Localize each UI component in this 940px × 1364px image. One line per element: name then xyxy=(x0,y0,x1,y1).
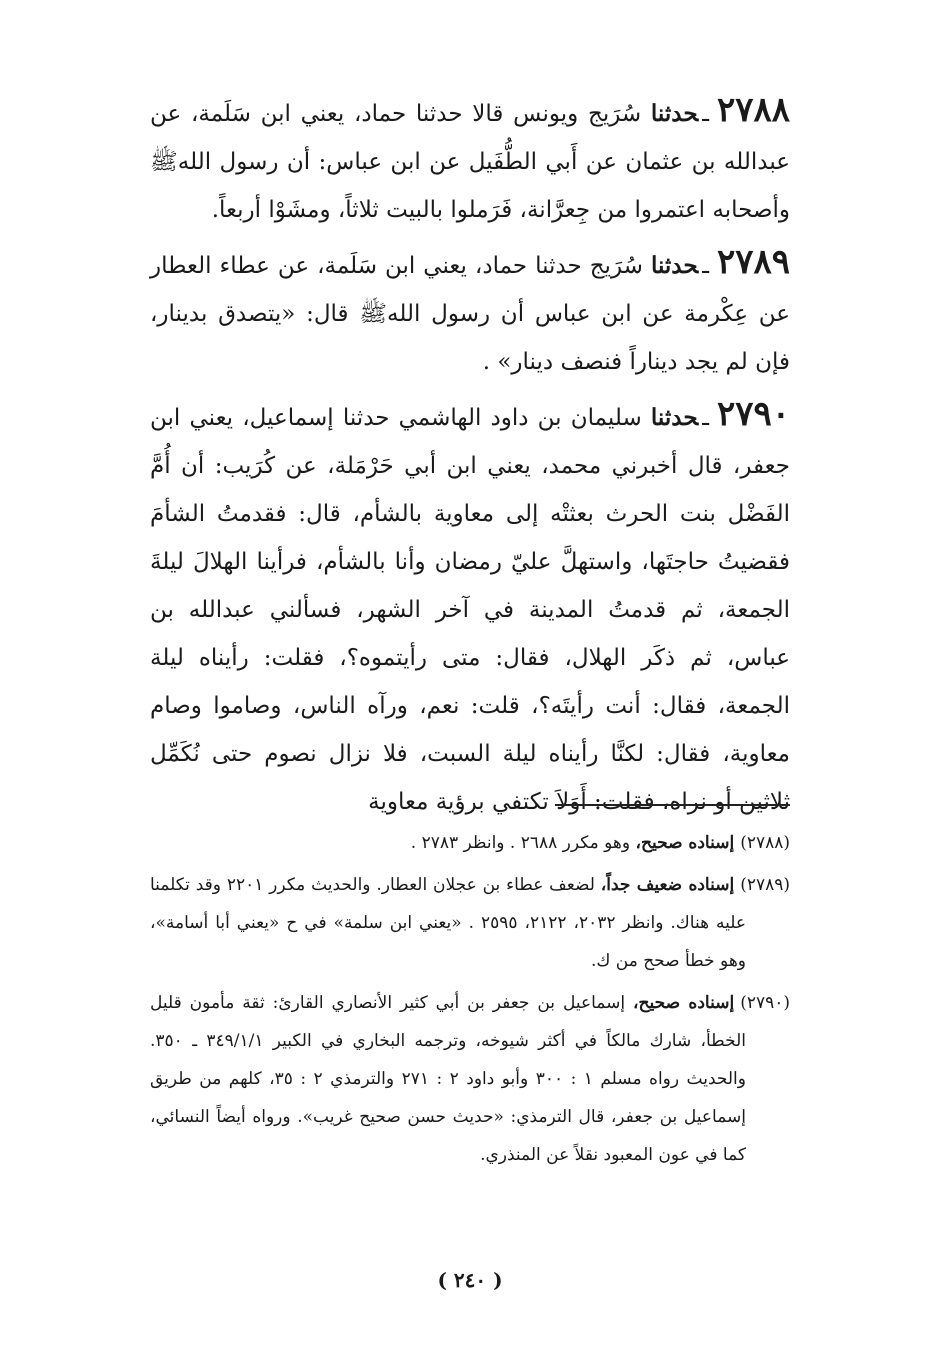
hadith-keyword: حدثنا xyxy=(650,252,699,279)
footnote-text: إسماعيل بن جعفر بن أبي كثير الأنصاري القارئ: ثقة مأمون قليل الخطأ، شارك مالكاً في أكثر شيوخه، وترجمه البخاري في الكبير ٣٤٩/١/١ ـ ٣٥٠. والحديث رواه مسلم ١ : ٣٠٠ وأبو داود ٢ : ٢٧١ والترمذي ٢ : ٣٥، كلهم من طريق إسماعيل بن جعفر، قال الترمذي: «حديث حسن صحيح غريب». ورواه أيضاً النسائي، كما في عون المعبود نقلاً عن المنذري. xyxy=(150,993,746,1165)
hadith-number: ٢٧٨٨ xyxy=(716,90,790,130)
hadith-dash: ـ xyxy=(702,253,709,279)
hadith-dash: ـ xyxy=(702,405,709,431)
hadith-text: سُرَيج ويونس قالا حدثنا حماد، يعني ابن سَلَمة، عن عبدالله بن عثمان عن أَبي الطُّفَيل عن ابن عباس: أن رسول اللهﷺ وأصحابه اعتمروا من جِعرَّانة، فَرَملوا بالبيت ثلاثاً، ومشَوْا أربعاً. xyxy=(150,101,790,223)
hadith-dash: ـ xyxy=(702,101,709,127)
footnotes xyxy=(150,824,790,1178)
hadith-text: سُرَيج حدثنا حماد، يعني ابن سَلَمة، عن عطاء العطار عن عِكْرمة عن ابن عباس أن رسول اللهﷺ قال: «يتصدق بدينار، فإن لم يجد ديناراً فنصف دينار» . xyxy=(150,253,790,375)
page-number: ( ٢٤٠ ) xyxy=(437,1268,503,1292)
hadith-text: سليمان بن داود الهاشمي حدثنا إسماعيل، يعني ابن جعفر، قال أخبرني محمد، يعني ابن أبي حَرْمَلة، عن كُرَيب: أن أُمَّ الفَضْل بنت الحرث بعثتْه إلى معاوية بالشأم، قال: فقدمتُ الشأمَ فقضيتُ حاجتَها، واستهلَّ عليّ رمضان وأنا بالشأم، فرأينا الهلالَ ليلةَ الجمعة، ثم قدمتُ المدينة في آخر الشهر، فسألني عبدالله بن عباس، ثم ذكَر الهلال، فقال: متى رأيتموه؟، فقلت: رأيناه ليلة الجمعة، فقال: أنت رأيتَه؟، قلت: نعم، ورآه الناس، وصاموا وصام معاوية، فقال: لكنَّا رأيناه ليلة السبت، فلا نزال نصوم حتى نُكَمِّل ثلاثين أو نراه، فقلت: أَوَلاَ تكتفي برؤية معاوية xyxy=(150,405,790,815)
footnote-text: لضعف عطاء بن عجلان العطار. والحديث مكرر ٢٢٠١ وقد تكلمنا عليه هناك. وانظر ٢٠٣٢، ٢١٢٢، ٢٥٩٥ . «يعني ابن سلمة» في ح «يعني أبا أسامة»، وهو خطأ صحح من ك. xyxy=(150,875,747,971)
hadith-number: ٢٧٨٩ xyxy=(716,242,791,282)
footnote-2788 xyxy=(150,824,790,862)
hadith-keyword: حدثنا xyxy=(650,404,699,431)
main-text xyxy=(150,86,790,830)
footnote-ref: (٢٧٨٩) xyxy=(740,875,791,895)
hadith-number: ٢٧٩٠ xyxy=(716,394,790,434)
footnote-grade: إسناده صحيح، xyxy=(633,993,735,1013)
footnote-grade: إسناده صحيح، xyxy=(635,833,735,853)
footnote-ref: (٢٧٨٨) xyxy=(740,833,790,853)
footnote-grade: إسناده ضعيف جداً، xyxy=(600,875,735,895)
footnote-text: وهو مكرر ٢٦٨٨ . وانظر ٢٧٨٣ . xyxy=(410,833,631,853)
footnote-divider xyxy=(555,804,790,806)
hadith-keyword: حدثنا xyxy=(650,100,699,127)
footnote-2790 xyxy=(150,984,790,1174)
footnote-2789 xyxy=(150,866,790,980)
hadith-2789 xyxy=(150,238,790,386)
footnote-ref: (٢٧٩٠) xyxy=(740,993,790,1013)
hadith-2788 xyxy=(150,86,790,234)
hadith-2790 xyxy=(150,390,790,826)
